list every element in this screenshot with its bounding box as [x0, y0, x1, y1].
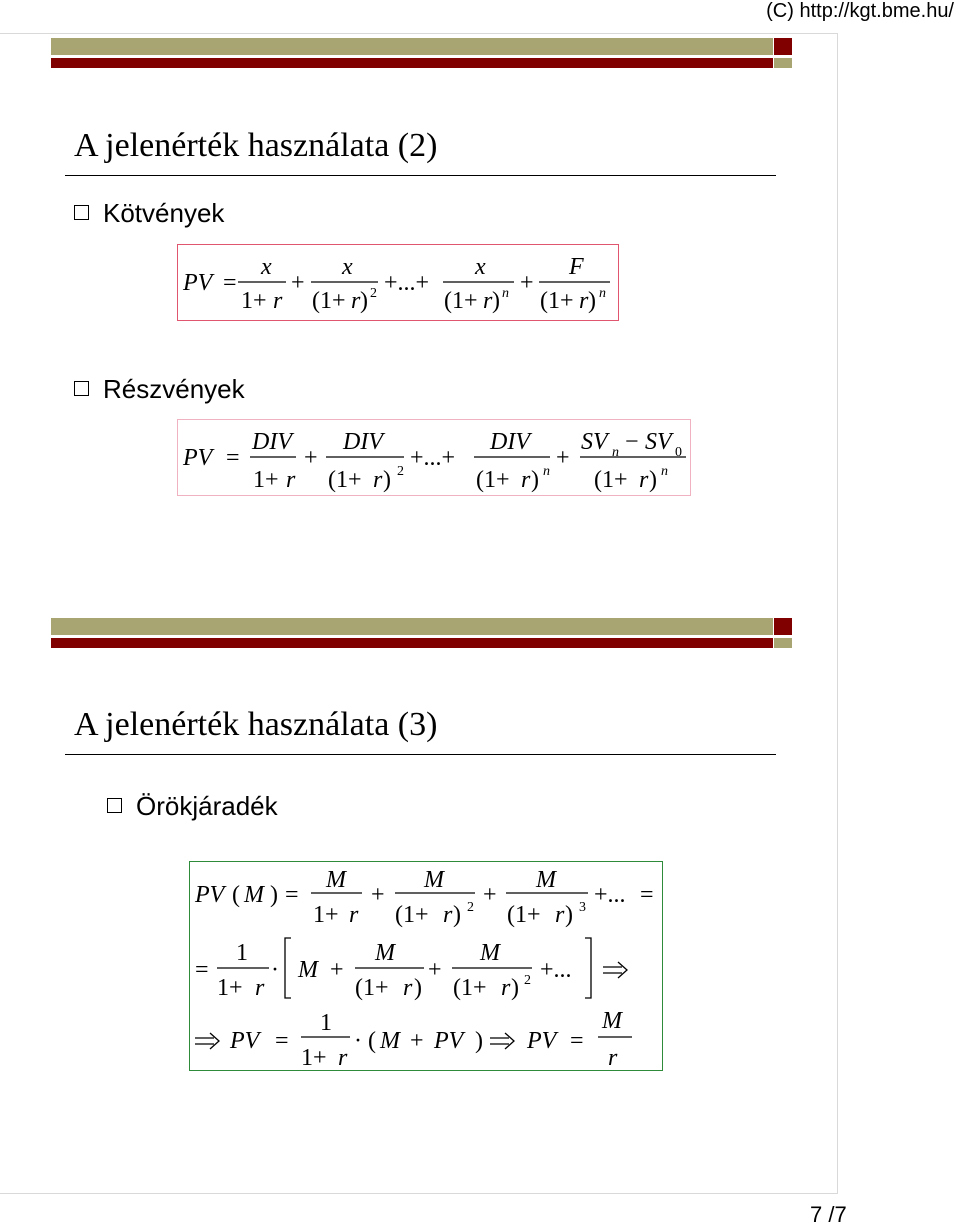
svg-text:PV: PV [183, 270, 213, 296]
svg-text:1+: 1+ [241, 288, 267, 314]
svg-text:3: 3 [579, 900, 586, 915]
hollow-square-icon [107, 798, 122, 813]
svg-text:DIV: DIV [252, 429, 292, 455]
svg-text:PV: PV [230, 1028, 260, 1054]
slide-bonds-stocks [0, 33, 838, 592]
svg-text:F: F [569, 254, 584, 280]
stock-formula-box [177, 419, 691, 496]
svg-text:(: ( [368, 1028, 376, 1054]
svg-text:r: r [521, 467, 531, 493]
svg-text:·: · [271, 957, 279, 983]
double-arrow-icon [603, 962, 627, 978]
svg-text:r: r [443, 902, 453, 928]
svg-text:r: r [579, 288, 589, 314]
svg-text:r: r [255, 975, 265, 1001]
svg-text:(: ( [232, 882, 240, 908]
svg-text:): ) [270, 882, 278, 908]
bullet-perpetuity [107, 791, 278, 821]
svg-text:=: = [223, 270, 237, 296]
header-url: (C) http://kgt.bme.hu/ [766, 0, 954, 22]
svg-text:SV: SV [581, 429, 608, 455]
bullet-label: Örökjáradék [136, 791, 278, 821]
svg-text:+...+: +...+ [384, 270, 430, 296]
svg-text:(1+: (1+ [540, 288, 574, 314]
svg-text:(1+: (1+ [312, 288, 346, 314]
page-number: 7 /7 [810, 1202, 847, 1227]
svg-text:): ) [511, 975, 519, 1001]
bullet-label: Kötvények [103, 198, 225, 228]
svg-text:2: 2 [467, 900, 474, 915]
svg-text:r: r [555, 902, 565, 928]
svg-text:=: = [275, 1028, 289, 1054]
svg-text:1+: 1+ [301, 1045, 327, 1070]
svg-text:M: M [298, 957, 318, 983]
svg-text:r: r [608, 1045, 618, 1070]
slide-perpetuity [0, 590, 838, 1194]
title-bar-maroon [51, 58, 773, 68]
svg-text:x: x [342, 254, 353, 280]
svg-text:r: r [639, 467, 649, 493]
svg-text:M: M [424, 867, 444, 893]
bullet-stocks [74, 374, 245, 404]
svg-text:+...+: +...+ [410, 445, 456, 471]
svg-text:n: n [543, 464, 550, 479]
bond-formula-box [177, 244, 619, 321]
svg-text:M: M [375, 940, 395, 966]
perpetuity-formula [190, 862, 662, 1070]
svg-text:=: = [226, 445, 240, 471]
svg-text:+...: +... [594, 882, 626, 908]
svg-text:+: + [428, 957, 442, 983]
bullet-label: Részvények [103, 374, 245, 404]
svg-text:1: 1 [236, 940, 248, 966]
svg-text:(1+: (1+ [444, 288, 478, 314]
title-bar-olive [51, 618, 773, 635]
svg-text:r: r [351, 288, 361, 314]
svg-text:DIV: DIV [343, 429, 383, 455]
svg-text:r: r [403, 975, 413, 1001]
svg-text:): ) [383, 467, 391, 493]
svg-text:r: r [349, 902, 359, 928]
svg-text:n: n [599, 286, 606, 301]
svg-text:M: M [480, 940, 500, 966]
svg-text:M: M [244, 882, 264, 908]
svg-text:+: + [371, 882, 385, 908]
title-bar-square-light [774, 58, 792, 68]
svg-text:+: + [520, 270, 534, 296]
svg-text:PV: PV [527, 1028, 557, 1054]
svg-text:M: M [326, 867, 346, 893]
svg-text:M: M [602, 1008, 622, 1034]
hollow-square-icon [74, 205, 89, 220]
svg-text:r: r [373, 467, 383, 493]
svg-text:SV: SV [645, 429, 672, 455]
svg-text:): ) [531, 467, 539, 493]
svg-text:n: n [502, 286, 509, 301]
double-arrow-icon [490, 1033, 514, 1049]
svg-text:1: 1 [320, 1010, 332, 1036]
svg-text:r: r [501, 975, 511, 1001]
bond-formula [178, 245, 618, 320]
svg-text:=: = [195, 957, 209, 983]
title-bar-olive [51, 38, 773, 55]
svg-text:): ) [649, 467, 657, 493]
svg-text:r: r [273, 288, 283, 314]
slide-title: A jelenérték használata (2) [74, 127, 438, 164]
title-bar-square-dark [774, 38, 792, 55]
svg-text:1+: 1+ [313, 902, 339, 928]
svg-text:): ) [360, 288, 368, 314]
perpetuity-formula-box [189, 861, 663, 1071]
svg-text:(1+: (1+ [395, 902, 429, 928]
svg-text:PV: PV [434, 1028, 464, 1054]
svg-text:M: M [380, 1028, 400, 1054]
svg-text:PV: PV [195, 882, 225, 908]
svg-text:=: = [640, 882, 654, 908]
stock-formula [178, 420, 690, 495]
title-bar-square-dark [774, 618, 792, 635]
svg-text:n: n [661, 464, 668, 479]
svg-text:+: + [483, 882, 497, 908]
svg-text:n: n [612, 445, 619, 460]
svg-text:r: r [338, 1045, 348, 1070]
svg-text:(1+: (1+ [476, 467, 510, 493]
svg-text:1+: 1+ [217, 975, 243, 1001]
svg-text:(1+: (1+ [507, 902, 541, 928]
svg-text:): ) [414, 975, 422, 1001]
title-rule [65, 754, 776, 755]
svg-text:+: + [556, 445, 570, 471]
slide-title: A jelenérték használata (3) [74, 706, 438, 743]
svg-text:+: + [291, 270, 305, 296]
title-bar-square-light [774, 638, 792, 648]
svg-text:·: · [354, 1028, 362, 1054]
svg-text:x: x [261, 254, 272, 280]
svg-text:(1+: (1+ [355, 975, 389, 1001]
svg-text:−: − [625, 429, 639, 455]
svg-text:(1+: (1+ [453, 975, 487, 1001]
svg-text:): ) [475, 1028, 483, 1054]
svg-text:(1+: (1+ [594, 467, 628, 493]
svg-text:x: x [475, 254, 486, 280]
svg-text:PV: PV [183, 445, 213, 471]
svg-text:): ) [492, 288, 500, 314]
svg-text:=: = [570, 1028, 584, 1054]
svg-text:1+: 1+ [253, 467, 279, 493]
svg-text:+: + [304, 445, 318, 471]
svg-text:+: + [330, 957, 344, 983]
svg-text:r: r [286, 467, 296, 493]
svg-text:+: + [410, 1028, 424, 1054]
bullet-bonds [74, 198, 224, 228]
title-rule [65, 175, 776, 176]
svg-text:): ) [565, 902, 573, 928]
svg-text:2: 2 [370, 286, 377, 301]
svg-text:=: = [285, 882, 299, 908]
hollow-square-icon [74, 381, 89, 396]
svg-text:DIV: DIV [490, 429, 530, 455]
svg-text:2: 2 [397, 464, 404, 479]
double-arrow-icon [195, 1033, 219, 1049]
svg-text:): ) [453, 902, 461, 928]
svg-text:0: 0 [675, 445, 682, 460]
svg-text:M: M [536, 867, 556, 893]
svg-text:+...: +... [540, 957, 572, 983]
svg-text:(1+: (1+ [328, 467, 362, 493]
svg-text:2: 2 [524, 973, 531, 988]
title-bar-maroon [51, 638, 773, 648]
svg-text:): ) [588, 288, 596, 314]
svg-text:r: r [483, 288, 493, 314]
